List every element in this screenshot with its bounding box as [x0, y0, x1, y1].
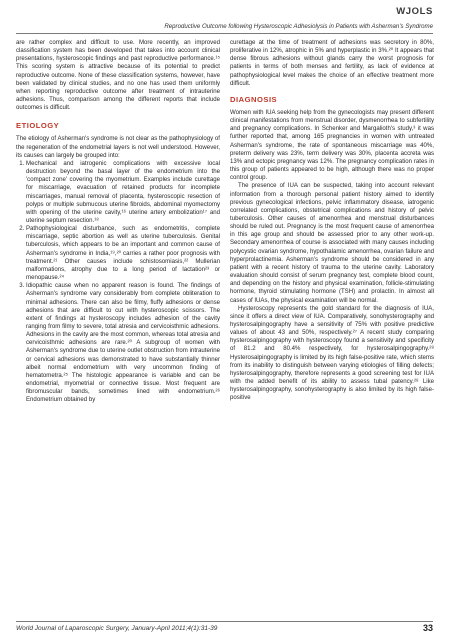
page-number: 33	[422, 623, 433, 633]
intro-paragraph: are rather complex and difficult to use. More recently, an improved classification system has been developed that takes into account clinical presentations, hysteroscopic findings and past reproductive performance.¹⁵ This scoring system is attractive because of its potential to predict reproductive outcome. None of these classification systems, however, have been validated by clinical studies, and no one has used them uniformly when reporting reproductive outcome after treatment of intrauterine adhesions. Thus, comparison among the different reports that include outcomes is difficult.	[16, 39, 220, 112]
right-column	[230, 39, 434, 403]
diagnosis-paragraph-1: Women with IUA seeking help from the gynecologists may present different clinical manifestations from menstrual disorder, dysmenorrhea to subfertility and pregnancy complications. In Schenker and Margalioth's study,³ it was further reported that, among 165 pregnancies in women with untreated Asherman's syndrome, the rate of spontaneous miscarriage was 40%, preterm delivery was 23%, term delivery was 30%, placenta accreta was 13% and ectopic pregnancy was 12%. The pregnancy complication rates in this group of patients appeared to be high, although there was no proper control group.	[230, 108, 434, 182]
continuation-paragraph: curettage at the time of treatment of adhesions was secretory in 80%, proliferative in 12%, atrophic in 5% and hyperplastic in 3%.²⁰ It appears that dense fibrous adhesions without glands carry the worst prognosis for patients in terms of both menses and fertility, as lack of evidence at pathophysiological level makes the choice of an effective treatment more difficult.	[230, 39, 434, 87]
journal-abbreviation: WJOLS	[396, 6, 433, 17]
etiology-list	[16, 160, 220, 405]
etiology-item-idiopathic: 3. Idiopathic cause when no apparent reason is found. The findings of Asherman's syndrome vary considerably from complete obliteration to minimal adhesions. There can also be filmy, fluffy adhesions or dense adhesions that are difficult to cut with hysteroscopic scissors. The extent of findings at hysteroscopy includes adhesion of the cavity ranging from filmy to severe, total atresia and cervicoisthmic adhesions. Adhesions in the cavity are the most common, whereas total atresia and cervicoisthmic adhesions are rare.²⁰ A subgroup of women with Asherman's syndrome due to uterine outlet obstruction from intrauterine or cervical adhesions was demonstrated to have substantially thinner albeit normal endometrium with very uncommon finding of hematometra.²⁵ The histologic appearance is variable and can be endometrial, myometrial or connective tissue. Most frequent are fibromuscular bands, sometimes lined with endometrium.²⁶ Endometrium obtained by	[26, 282, 220, 404]
left-column	[16, 39, 220, 405]
diagnosis-heading: DIAGNOSIS	[230, 94, 278, 104]
etiology-paragraph: The etiology of Asherman's syndrome is not clear as the pathophysiology of the regeneration of the endometrial layers is not well understood. However, its causes can largely be grouped into:	[16, 135, 220, 159]
etiology-item-mechanical: 1. Mechanical and iatrogenic complications with excessive local destruction beyond the basal layer of the endometrium into the 'compact zone' covering the myometrium. Examples include curettage for miscarriage, evacuation of retained products for incomplete miscarriages, manual removal of placenta, hysteroscopic resection of polyps or multiple submucous uterine fibroids, abdominal myomectomy with opening of the uterine cavity,¹⁶ uterine artery embolization¹⁷ and uterine septum resection.¹⁸	[26, 160, 220, 225]
footer-rule	[16, 621, 433, 622]
diagnosis-paragraph-3: Hysteroscopy represents the gold standard for the diagnosis of IUA, since it offers a direct view of IUA. Comparatively, sonohysterography and hysterosalpingography have a sensitivity of 75% with positive predictive values of about 43 and 50%, respectively.²⁷ A recent study comparing hysterosalpingography with hysteroscopy found a sensitivity and specificity of 81.2 and 80.4% respectively, for hysterosalpingography.²⁸ Hysterosalpingography is limited by its high false-positive rate, which stems from its inability to distinguish between varying etiologies of filling defects; hysterosalpingography, therefore represents a good screening test for IUA with the added benefit of its ability to assess tubal patency.²⁸ Like hysterosalpingography, sonohysterography is also limited by its high false-positive	[230, 304, 434, 402]
journal-citation: World Journal of Laparoscopic Surgery, January-April 2011;4(1):31-39	[16, 625, 218, 632]
running-title: Reproductive Outcome following Hysteroscopic Adhesiolysis in Patients with Asherman's Syndrome	[164, 23, 433, 30]
diagnosis-paragraph-2: The presence of IUA can be suspected, taking into account relevant information from a thorough personal patient history aimed to identify previous gynecological infections, pelvic inflammatory disease, iatrogenic correlated complications, obstetrical complications and history of pelvic tuberculosis. Other causes of amenorrhea and menstrual disturbances should be ruled out. Pregnancy is the most frequent cause of amenorrhea in this age group and should be assessed prior to any other work-up. Secondary amenorrhea of course is associated with many causes including polycystic ovarian syndrome, hypothalamic amenorrhea, ovarian failure and hyperprolactinemia. Asherman's syndrome should be considered in any patient with a recent history of trauma to the uterine cavity. Laboratory evaluation should consist of serum pregnancy test, complete blood count, and depending on the history and physical examination, follicle-stimulating hormone, thyroid stimulating hormone (TSH) and prolactin. In almost all cases of IUAs, the physical examination will be normal.	[230, 182, 434, 304]
etiology-item-pathophysiological: 2. Pathophysiological disturbance, such as endometritis, complete miscarriage, septic abortion as well as uterine tuberculosis. Genital tuberculosis, which appears to be an important and common cause of Asherman's syndrome in India,¹⁹,²⁰ carries a rather poor prognosis with treatment.²¹ Other causes include schistosomiasis,²² Mullerian malformations, atrophy due to a long period of lactation²³ or menopause.²⁴	[26, 225, 220, 282]
etiology-heading: ETIOLOGY	[16, 121, 60, 131]
header-rule	[16, 33, 433, 34]
